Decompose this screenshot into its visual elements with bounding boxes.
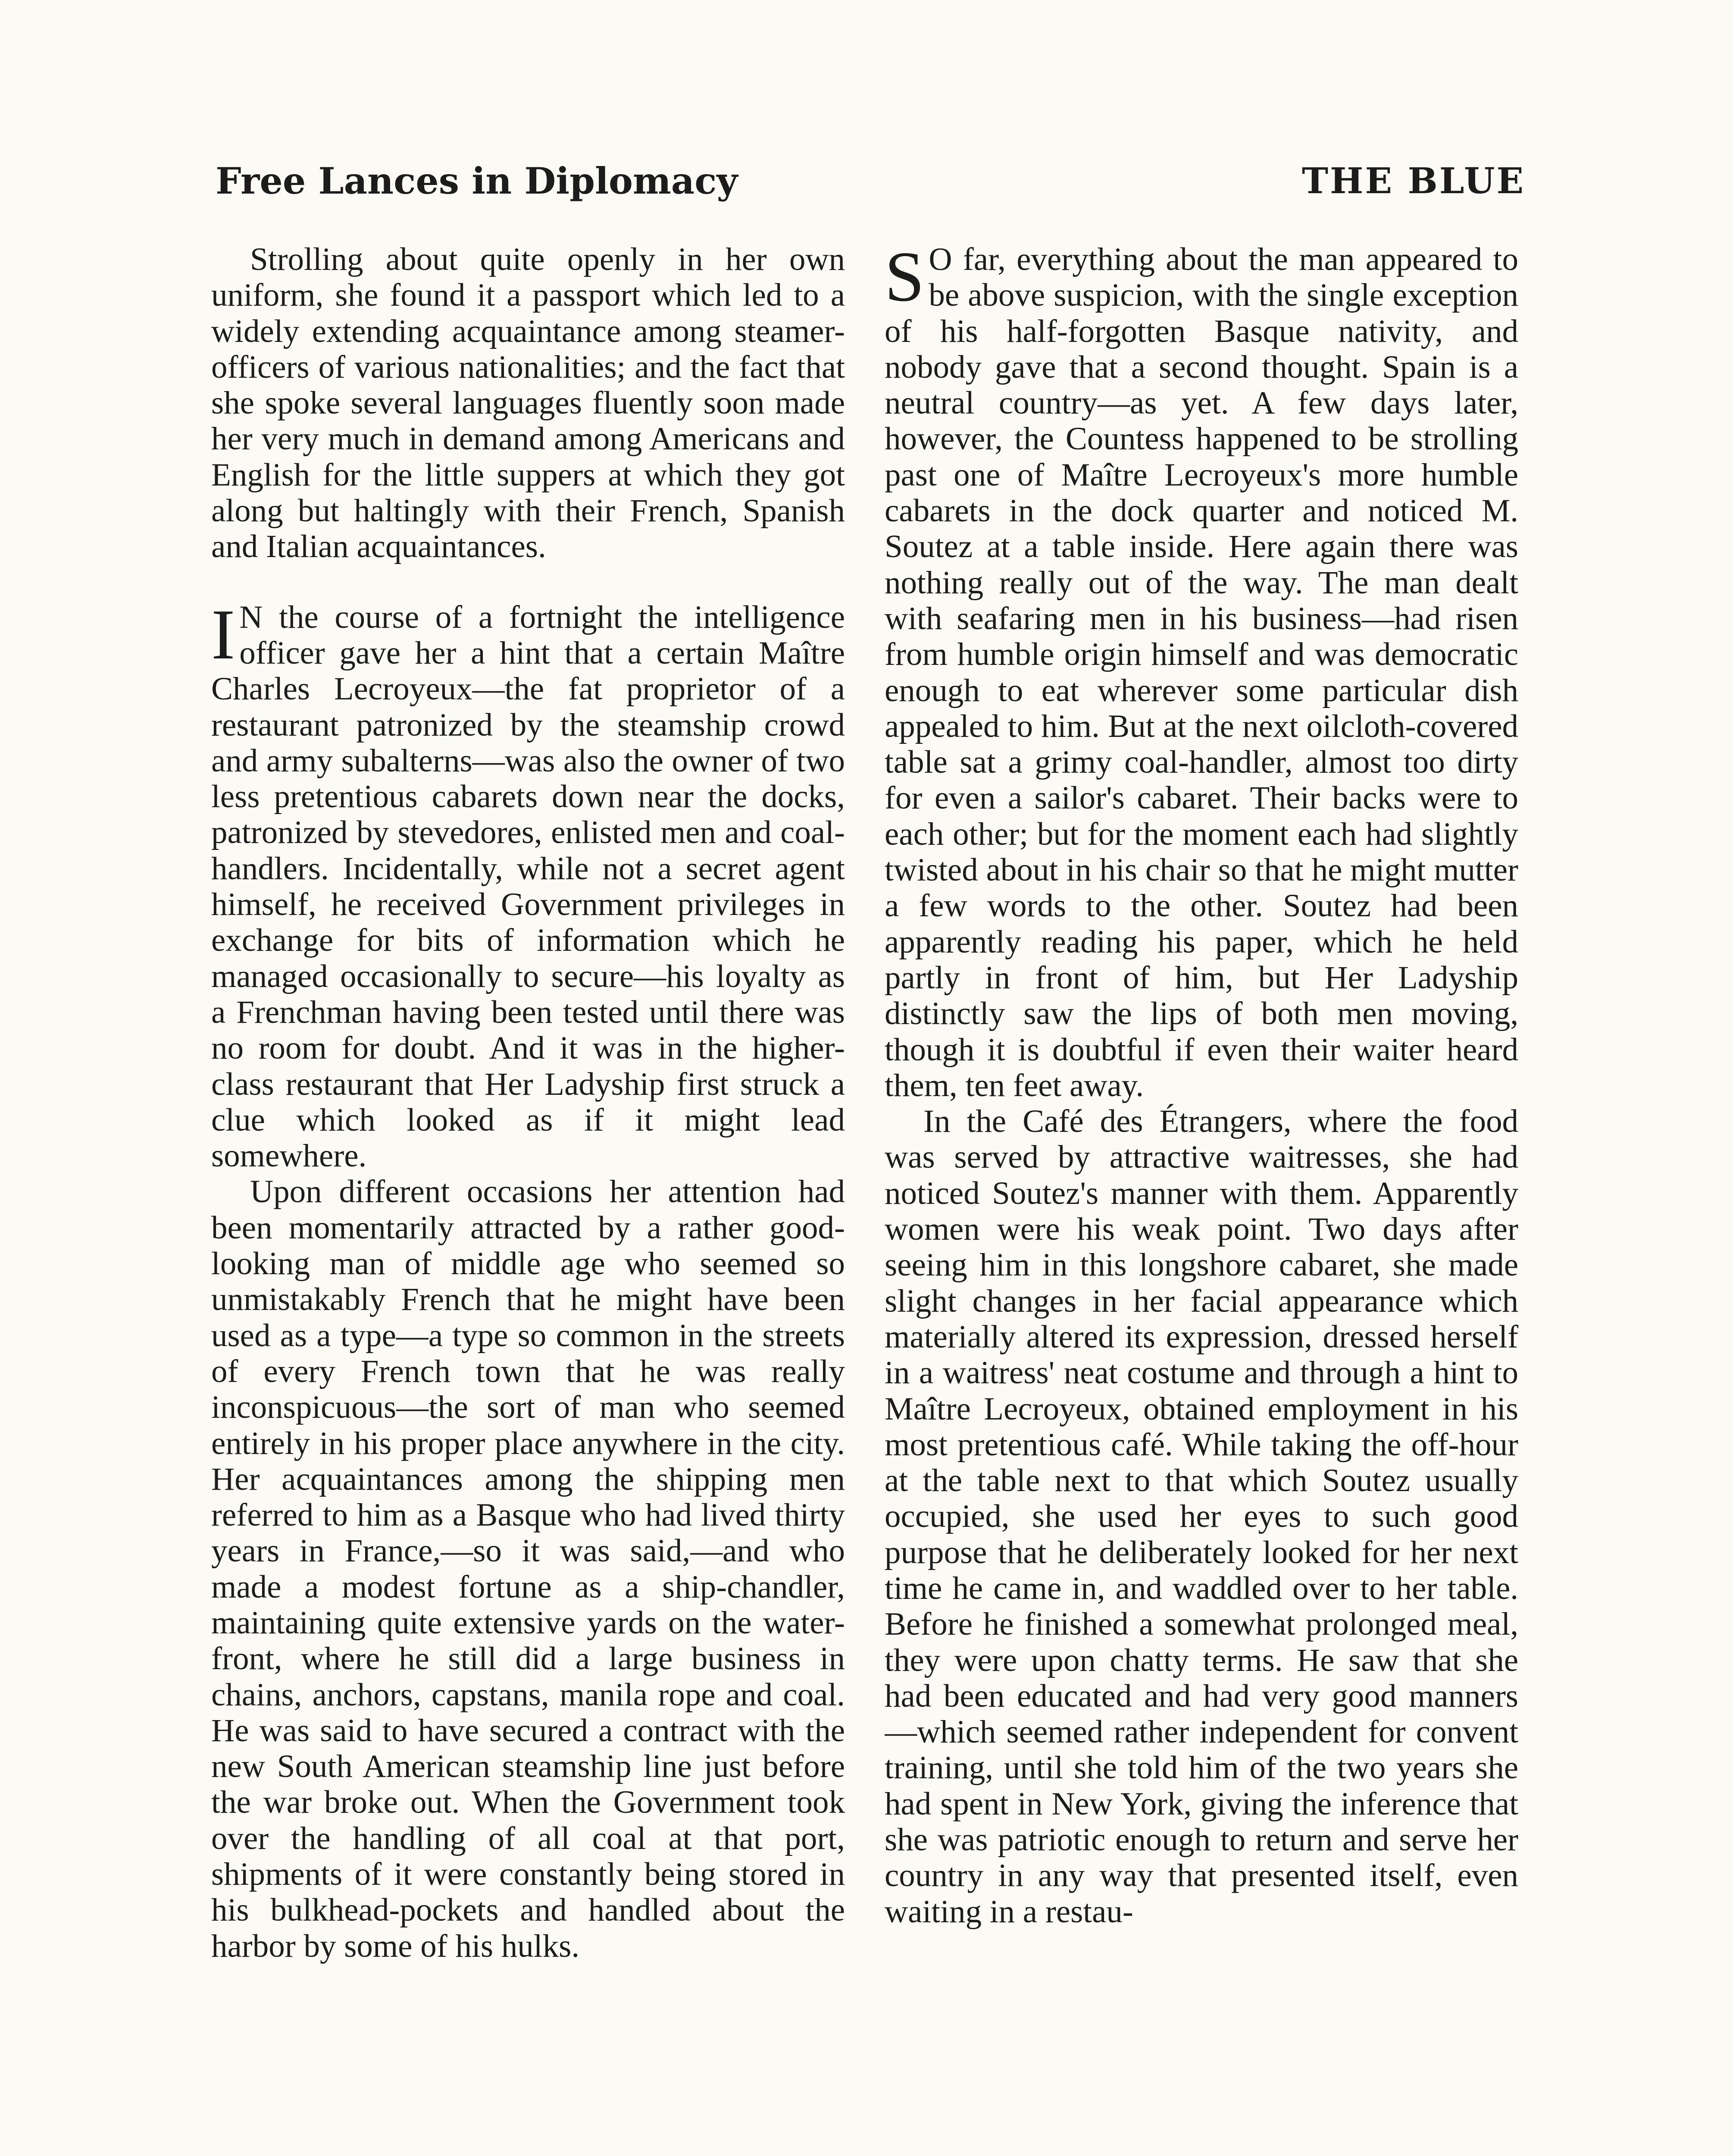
paragraph-text: O far, everything about the man appeared to be above suspicion, with the single exception of his half-forgotten Basque nativity, and nobody gave that a second thought. Spain is a neutral country—as yet. A few days later, however, the Countess happened to be strolling past one of Maître Lecroyeux's more humble cabarets in the dock quarter and noticed M. Soutez at a table inside. Here again there was nothing really out of the way. The man dealt with seafaring men in his business—had risen from humble origin himself and was democratic enough to eat wherever some particular dish appealed to him. But at the next oilcloth-covered table sat a grimy coal-handler, almost too dirty for even a sailor's cabaret. Their backs were to each other; but for the moment each had slightly twisted about in his chair so that he might mutter a few words to the other. Soutez had been apparently reading his paper, which he held partly in front of him, but Her Ladyship distinctly saw the lips of both men moving, though it is doubtful if even their waiter heard them, ten feet away. [885,241,1518,1103]
drop-cap: S [885,241,925,316]
right-column [885,241,1518,2156]
magazine-name: THE BLUE [1301,160,1525,202]
article-title: Free Lances in Diplomacy [216,160,738,202]
paragraph-with-dropcap [885,241,1518,1103]
paragraph-with-dropcap [211,594,845,1174]
paragraph: Upon different occasions her attention had been momentarily attracted by a rather good-looking man of middle age who seemed so unmistakably French that he might have been used as a type—a type so common in the streets of every French town that he was really inconspicuous—the sort of man who seemed entirely in his proper place anywhere in the city. Her acquaintances among the shipping men referred to him as a Basque who had lived thirty years in France,—so it was said,—and who made a modest fortune as a ship-chandler, maintaining quite extensive yards on the water-front, where he still did a large business in chains, anchors, capstans, manila rope and coal. He was said to have secured a contract with the new South American steamship line just before the war broke out. When the Government took over the handling of all coal at that port, shipments of it were constantly being stored in his bulkhead-pockets and handled about the harbor by some of his hulks. [211,1174,845,1964]
drop-cap: I [211,594,235,674]
paragraph-text: N the course of a fortnight the intelligence officer gave her a hint that a certain Maître Charles Lecroyeux—the fat proprietor of a restaurant patronized by the steamship crowd and army subalterns—was also the owner of two less pretentious cabarets down near the docks, patronized by stevedores, enlisted men and coal-handlers. Incidentally, while not a secret agent himself, he received Government privileges in exchange for bits of information which he managed occasionally to secure—his loyalty as a Frenchman having been tested until there was no room for doubt. And it was in the higher-class restaurant that Her Ladyship first struck a clue which looked as if it might lead somewhere. [211,599,845,1174]
paragraph: Strolling about quite openly in her own uniform, she found it a passport which led to a widely extending acquaintance among steamer-officers of various nationalities; and the fact that she spoke several languages fluently soon made her very much in demand among Americans and English for the little suppers at which they got along but haltingly with their French, Spanish and Italian acquaintances. [211,241,845,565]
paragraph: In the Café des Étrangers, where the food was served by attractive waitresses, she had noticed Soutez's manner with them. Apparently women were his weak point. Two days after seeing him in this longshore cabaret, she made slight changes in her facial appearance which materially altered its expression, dressed herself in a waitress' neat costume and through a hint to Maître Lecroyeux, obtained employment in his most pretentious café. While taking the off-hour at the table next to that which Soutez usually occupied, she used her eyes to such good purpose that he deliberately looked for her next time he came in, and waddled over to her table. Before he finished a somewhat prolonged meal, they were upon chatty terms. He saw that she had been educated and had very good manners—which seemed rather independent for convent training, until she told him of the two years she had spent in New York, giving the inference that she was patriotic enough to return and serve her country in any way that presented itself, even waiting in a restau- [885,1103,1518,1930]
left-column [211,241,845,2156]
